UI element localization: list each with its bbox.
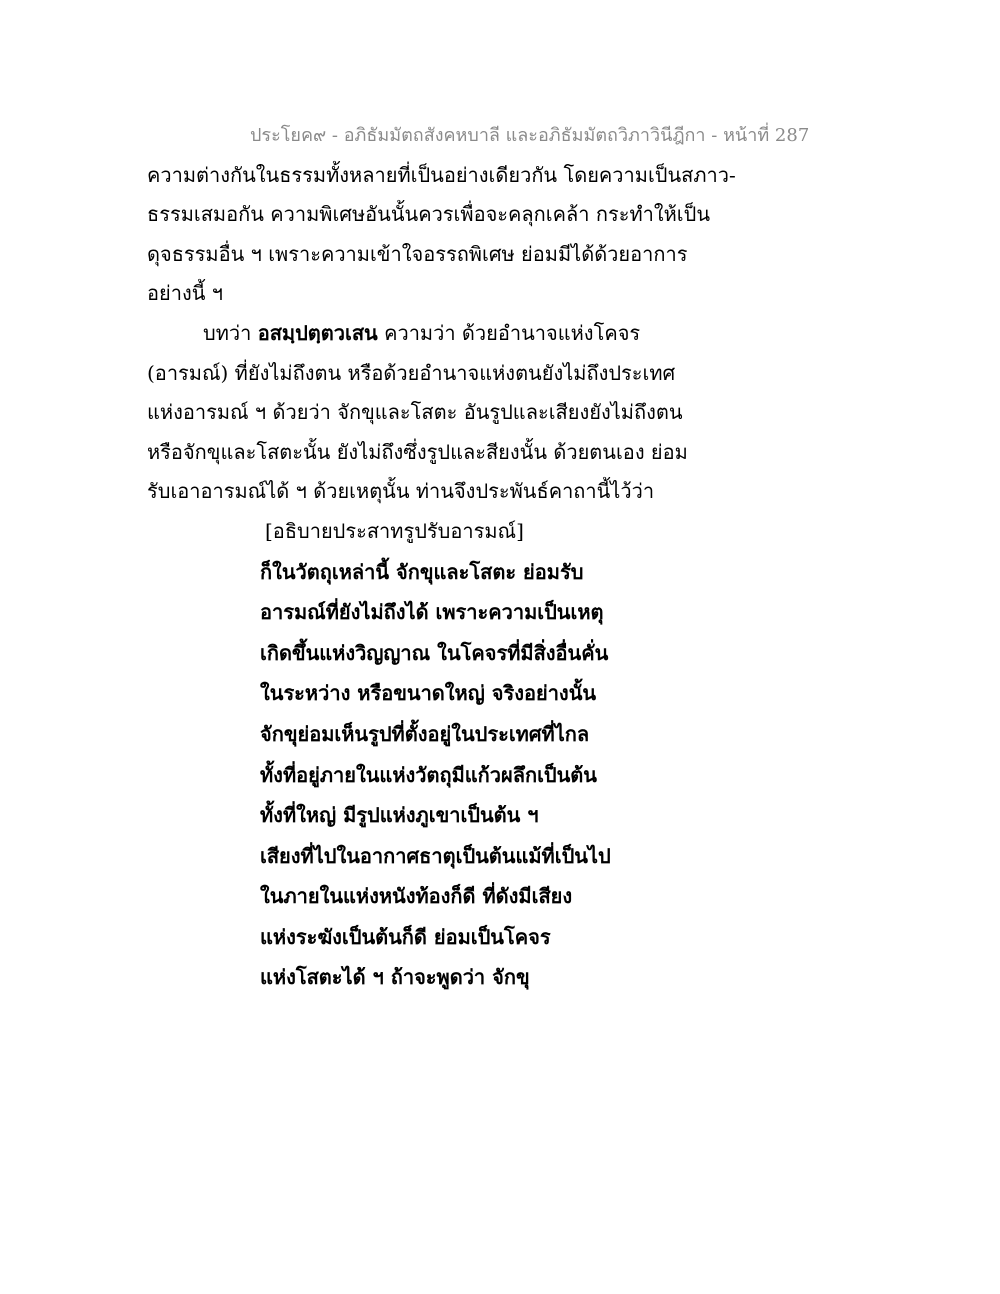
paragraph-line: ดุจธรรมอื่น ฯ เพราะความเข้าใจอรรถพิเศษ ย่อมมีได้ด้วยอาการ (147, 242, 688, 266)
verse-line: จักขุย่อมเห็นรูปที่ตั้งอยู่ในประเทศที่ไกล (260, 722, 590, 746)
paragraph-line: หรือจักขุและโสตะนั้น ยังไม่ถึงซึ่งรูปและสียงนั้น ด้วยตนเอง ย่อม (147, 440, 688, 464)
paragraph-line: ธรรมเสมอกัน ความพิเศษอันนั้นควรเพื่อจะคลุกเคล้า กระทำให้เป็น (147, 202, 711, 226)
verse-line: อารมณ์ที่ยังไม่ถึงได้ เพราะความเป็นเหตุ (260, 600, 604, 624)
verse-line: ก็ในวัตถุเหล่านี้ จักขุและโสตะ ย่อมรับ (260, 560, 584, 584)
paragraph-line: แห่งอารมณ์ ฯ ด้วยว่า จักขุและโสตะ อันรูปและเสียงยังไม่ถึงตน (147, 400, 683, 424)
paragraph-line: (อารมณ์) ที่ยังไม่ถึงตน หรือด้วยอำนาจแห่งตนยังไม่ถึงประเทศ (147, 361, 676, 385)
page-header: ประโยค๙ - อภิธัมมัตถสังคหบาลี และอภิธัมมัตถวิภาวินีฎีกา - หน้าที่ 287 (250, 125, 810, 146)
verse-line: ในภายในแห่งหนังท้องก็ดี ที่ดังมีเสียง (260, 884, 573, 908)
verse-line: เกิดขึ้นแห่งวิญญาณ ในโคจรที่มีสิ่งอื่นคั่น (260, 641, 609, 665)
paragraph-line (203, 318, 640, 348)
paragraph-line: รับเอาอารมณ์ได้ ฯ ด้วยเหตุนั้น ท่านจึงประพันธ์คาถานี้ไว้ว่า (147, 479, 655, 503)
pali-term: อสมฺปตฺตวเสน (257, 321, 378, 345)
paragraph-suffix: ความว่า ด้วยอำนาจแห่งโคจร (377, 321, 641, 345)
verse-line: แห่งโสตะได้ ฯ ถ้าจะพูดว่า จักขุ (260, 965, 530, 989)
verse-line: ทั้งที่อยู่ภายในแห่งวัตถุมีแก้วผลึกเป็นต้น (260, 763, 597, 787)
verse-line: เสียงที่ไปในอากาศธาตุเป็นต้นแม้ที่เป็นไป (260, 844, 611, 868)
verse-line: ในระหว่าง หรือขนาดใหญ่ จริงอย่างนั้น (260, 681, 597, 705)
verse-line: แห่งระฆังเป็นต้นก็ดี ย่อมเป็นโคจร (260, 925, 551, 949)
paragraph-line: ความต่างกันในธรรมทั้งหลายที่เป็นอย่างเดียวกัน โดยความเป็นสภาว- (147, 163, 736, 187)
paragraph-line: อย่างนี้ ฯ (147, 281, 223, 305)
section-note: [อธิบายประสาทรูปรับอารมณ์] (265, 519, 524, 543)
paragraph-prefix: บทว่า (203, 321, 258, 345)
verse-line: ทั้งที่ใหญ่ มีรูปแห่งภูเขาเป็นต้น ฯ (260, 803, 539, 827)
